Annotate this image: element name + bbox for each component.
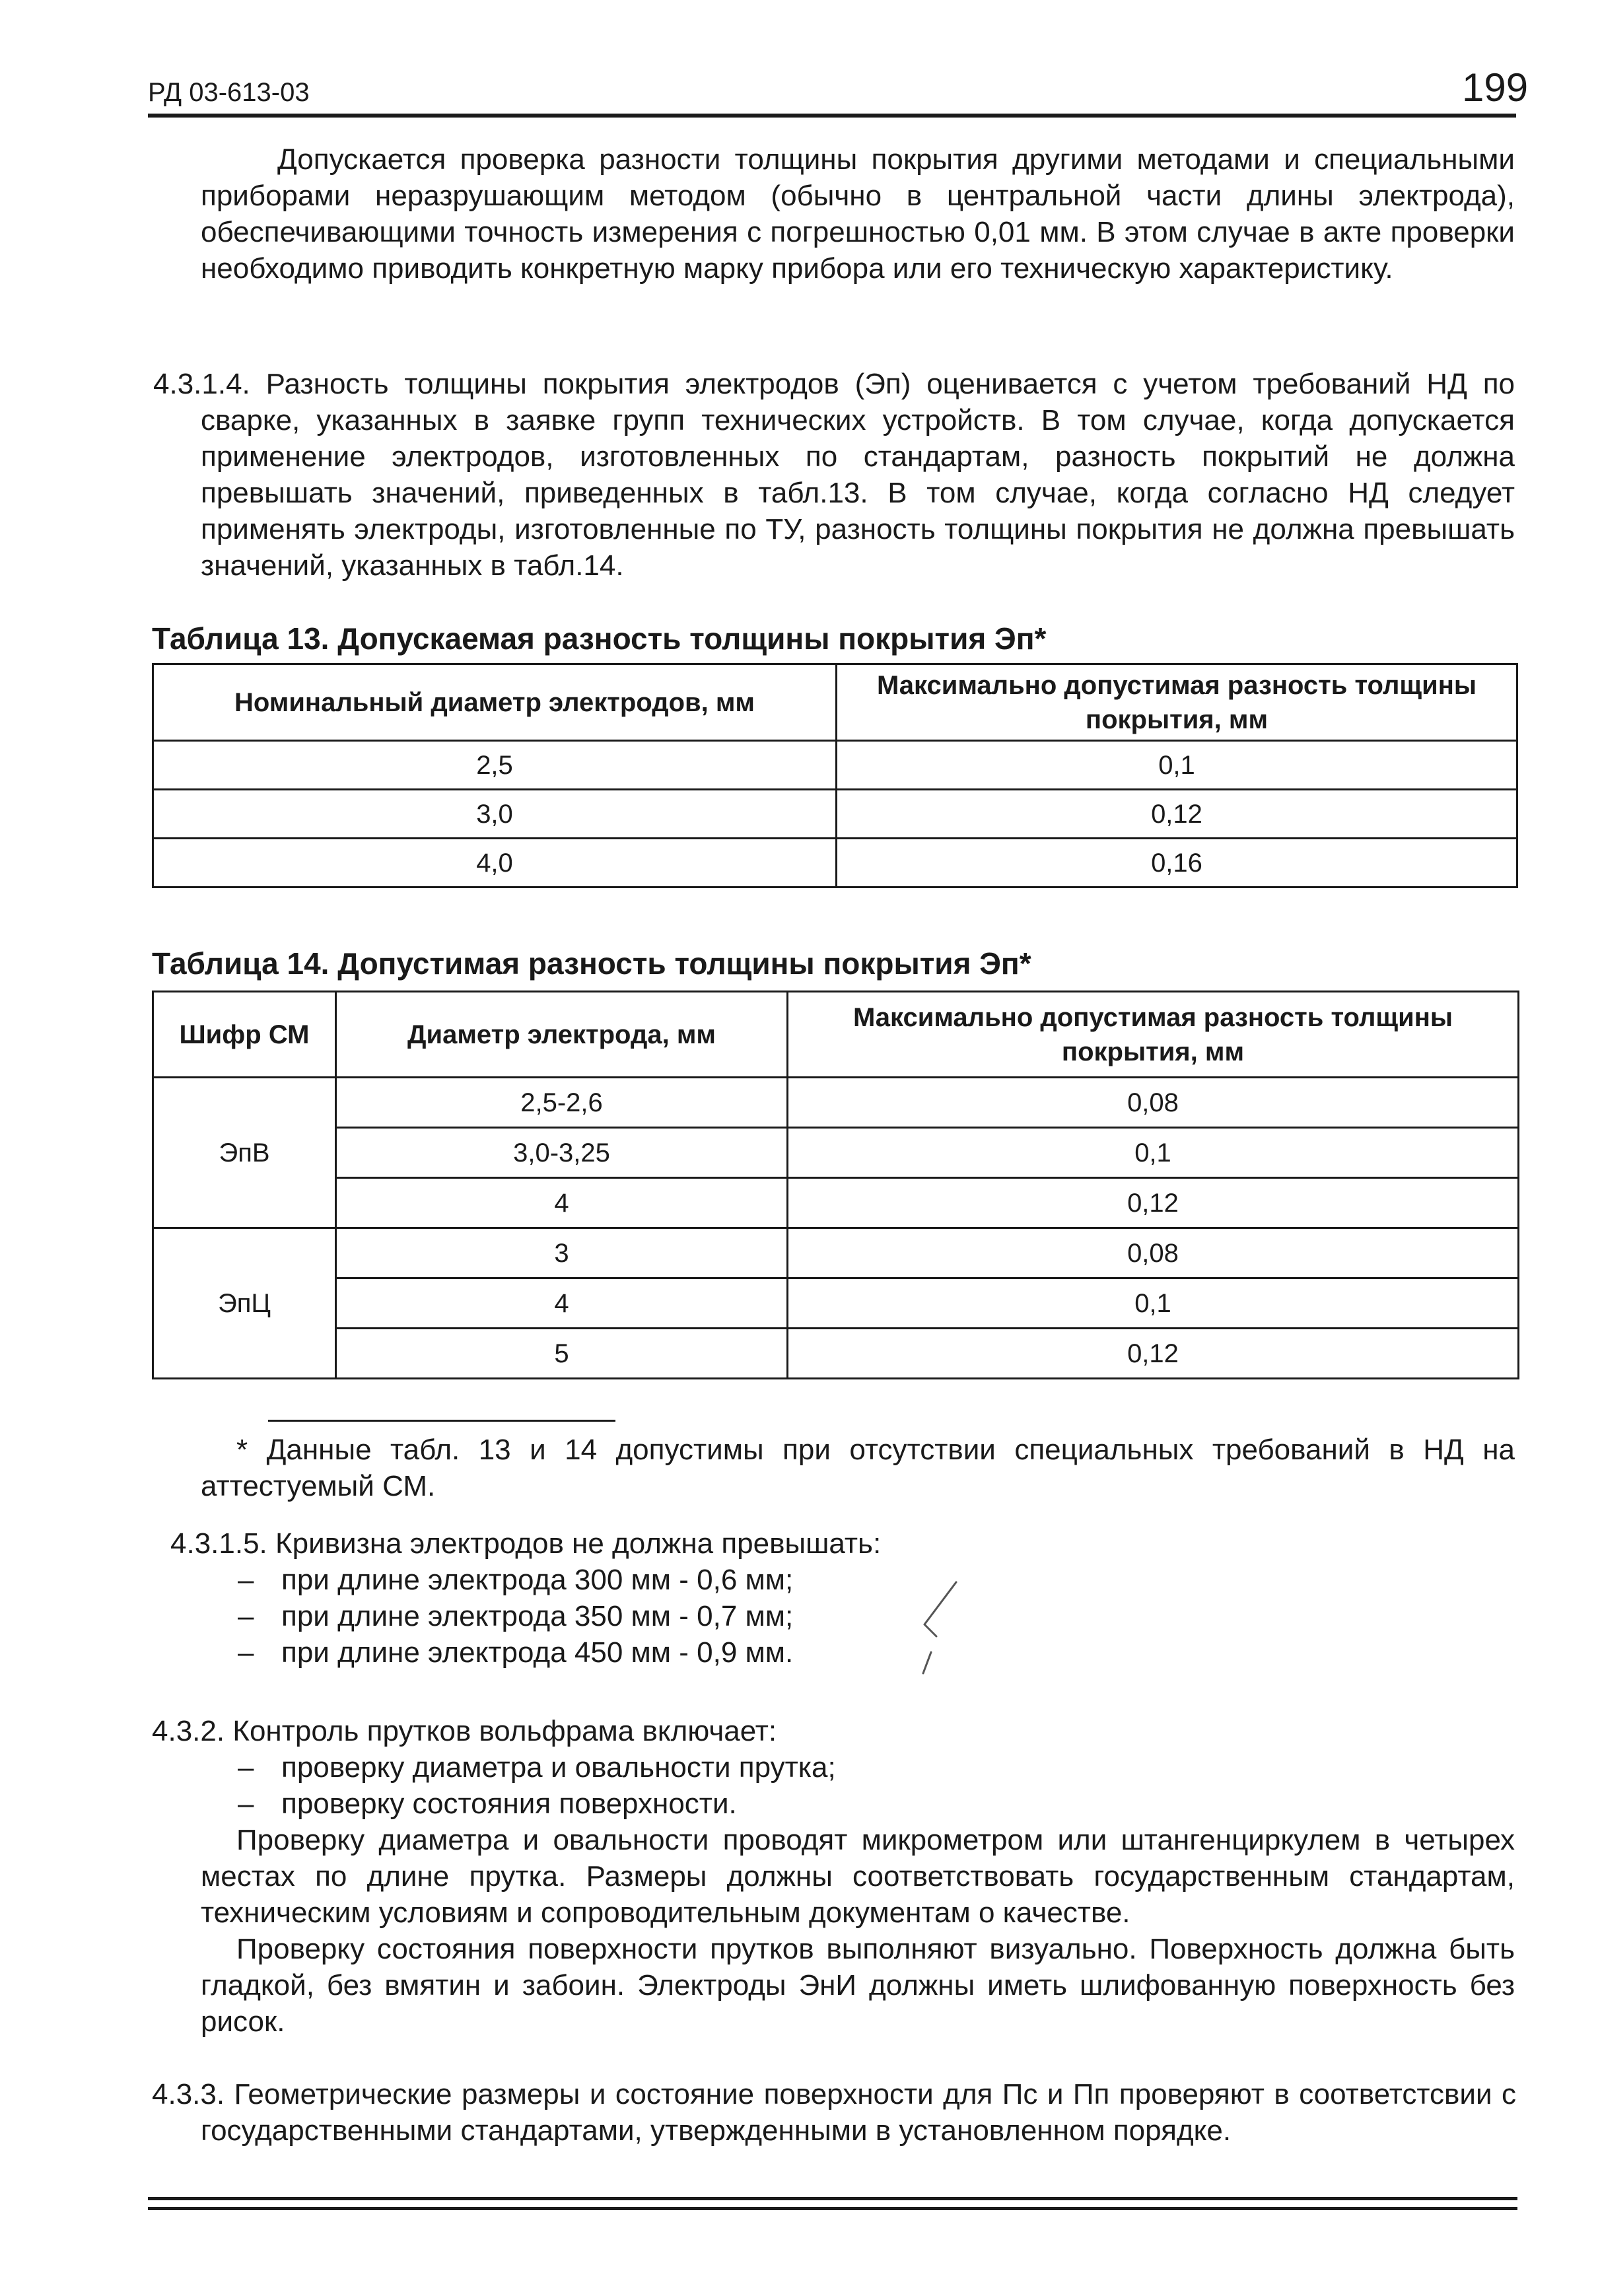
footer-rule-upper bbox=[148, 2197, 1517, 2200]
table-row bbox=[153, 1128, 1519, 1178]
pencil-mark bbox=[918, 1578, 971, 1677]
table-row bbox=[153, 790, 1517, 839]
table13-header-diameter: Номинальный диаметр электродов, мм bbox=[153, 664, 837, 741]
table-row bbox=[153, 741, 1517, 790]
list-marker: – bbox=[238, 1636, 254, 1669]
table14-cell: 2,5-2,6 bbox=[336, 1078, 788, 1128]
list-marker: – bbox=[238, 1564, 254, 1596]
list-item bbox=[238, 1749, 836, 1786]
table-row bbox=[153, 839, 1517, 887]
footnote-rule bbox=[268, 1420, 615, 1422]
list-marker: – bbox=[238, 1751, 254, 1784]
table13-cell: 4,0 bbox=[153, 839, 837, 887]
table14-header-code: Шифр СМ bbox=[153, 992, 336, 1078]
table14-cell: 4 bbox=[336, 1178, 788, 1228]
table13-cell: 2,5 bbox=[153, 741, 837, 790]
list-item-text: проверку состояния поверхности. bbox=[281, 1788, 737, 1820]
list-marker: – bbox=[238, 1600, 254, 1632]
curvature-list bbox=[238, 1562, 793, 1671]
table14-cell: 4 bbox=[336, 1278, 788, 1329]
table14-cell: 0,08 bbox=[788, 1078, 1519, 1128]
table14-cell: 0,1 bbox=[788, 1278, 1519, 1329]
table14-cell: 3 bbox=[336, 1228, 788, 1278]
document-code: РД 03-613-03 bbox=[148, 78, 310, 107]
header-rule bbox=[148, 114, 1516, 118]
table14-code-cell: ЭпВ bbox=[153, 1078, 336, 1228]
table13-caption: Таблица 13. Допускаемая разность толщины покрытия Эп* bbox=[152, 621, 1047, 656]
footnote bbox=[201, 1432, 1515, 1504]
section-4-3-2-title: 4.3.2. Контроль прутков вольфрама включает: bbox=[152, 1715, 777, 1747]
table14-cell: 5 bbox=[336, 1329, 788, 1379]
section-4-3-3: 4.3.3. Геометрические размеры и состояние поверхности для Пс и Пп проверяют в соответстсвии с государственными стандартами, утвержденными в установленном порядке. bbox=[152, 2078, 1516, 2147]
footnote-text: * Данные табл. 13 и 14 допустимы при отсутствии специальных требований в НД на аттестуемый СМ. bbox=[201, 1434, 1515, 1502]
intro-paragraph: Допускается проверка разности толщины покрытия другими методами и специальными приборами неразрушающим методом (обычно в центральной части длины электрода), обеспечивающими точность измерения с погрешностью 0,01 мм. В этом случае в акте проверки необходимо приводить конкретную марку прибора или его техническую характеристику. bbox=[201, 143, 1515, 285]
table13-cell: 0,1 bbox=[837, 741, 1517, 790]
table14-cell: 0,1 bbox=[788, 1128, 1519, 1178]
list-item-text: при длине электрода 450 мм - 0,9 мм. bbox=[281, 1636, 794, 1669]
list-marker: – bbox=[238, 1788, 254, 1820]
table14-cell: 3,0-3,25 bbox=[336, 1128, 788, 1178]
list-item-text: при длине электрода 350 мм - 0,7 мм; bbox=[281, 1600, 794, 1632]
page-number: 199 bbox=[1462, 65, 1529, 110]
table-row bbox=[153, 1228, 1519, 1278]
section-4-3-1-4: 4.3.1.4. Разность толщины покрытия электродов (Эп) оценивается с учетом требований НД по сварке, указанных в заявке групп технических устройств. В том случае, когда допускается применение электродов, изготовленных по стандартам, разность покрытий не должна превышать значений, приведенных в табл.13. В том случае, когда согласно НД следует применять электроды, изготовленные по ТУ, разность толщины покрытия не должна превышать значений, указанных в табл.14. bbox=[153, 368, 1515, 582]
diameter-check-paragraph: Проверку диаметра и овальности проводят микрометром или штангенциркулем в четырех местах по длине прутка. Размеры должны соответствовать государственным стандартам, техническим условиям и сопроводительным документам о качестве. bbox=[201, 1824, 1515, 1929]
table-row bbox=[153, 1329, 1519, 1379]
list-item-text: проверку диаметра и овальности прутка; bbox=[281, 1751, 836, 1784]
table13-cell: 3,0 bbox=[153, 790, 837, 839]
table14-caption: Таблица 14. Допустимая разность толщины покрытия Эп* bbox=[152, 946, 1031, 981]
table14-header-diameter: Диаметр электрода, мм bbox=[336, 992, 788, 1078]
list-item bbox=[238, 1786, 836, 1822]
list-item-text: при длине электрода 300 мм - 0,6 мм; bbox=[281, 1564, 794, 1596]
table13-cell: 0,16 bbox=[837, 839, 1517, 887]
table14-cell: 0,12 bbox=[788, 1178, 1519, 1228]
table14-code-cell: ЭпЦ bbox=[153, 1228, 336, 1379]
section-4-3-1-5-title: 4.3.1.5. Кривизна электродов не должна превышать: bbox=[170, 1527, 882, 1560]
table13-header-max-diff: Максимально допустимая разность толщины покрытия, мм bbox=[837, 664, 1517, 741]
table-row bbox=[153, 1078, 1519, 1128]
surface-check-paragraph: Проверку состояния поверхности прутков выполняют визуально. Поверхность должна быть гладкой, без вмятин и забоин. Электроды ЭнИ должны иметь шлифованную поверхность без рисок. bbox=[201, 1933, 1515, 2038]
table13 bbox=[152, 663, 1518, 888]
table14-cell: 0,12 bbox=[788, 1329, 1519, 1379]
footer-rule-lower bbox=[148, 2207, 1517, 2210]
tungsten-check-list bbox=[238, 1749, 836, 1822]
table-row bbox=[153, 1278, 1519, 1329]
table14-cell: 0,08 bbox=[788, 1228, 1519, 1278]
table-row bbox=[153, 1178, 1519, 1228]
table14-header-max-diff: Максимально допустимая разность толщины покрытия, мм bbox=[788, 992, 1519, 1078]
table13-cell: 0,12 bbox=[837, 790, 1517, 839]
list-item bbox=[238, 1634, 793, 1671]
table14 bbox=[152, 991, 1519, 1379]
list-item bbox=[238, 1598, 793, 1634]
list-item bbox=[238, 1562, 793, 1598]
